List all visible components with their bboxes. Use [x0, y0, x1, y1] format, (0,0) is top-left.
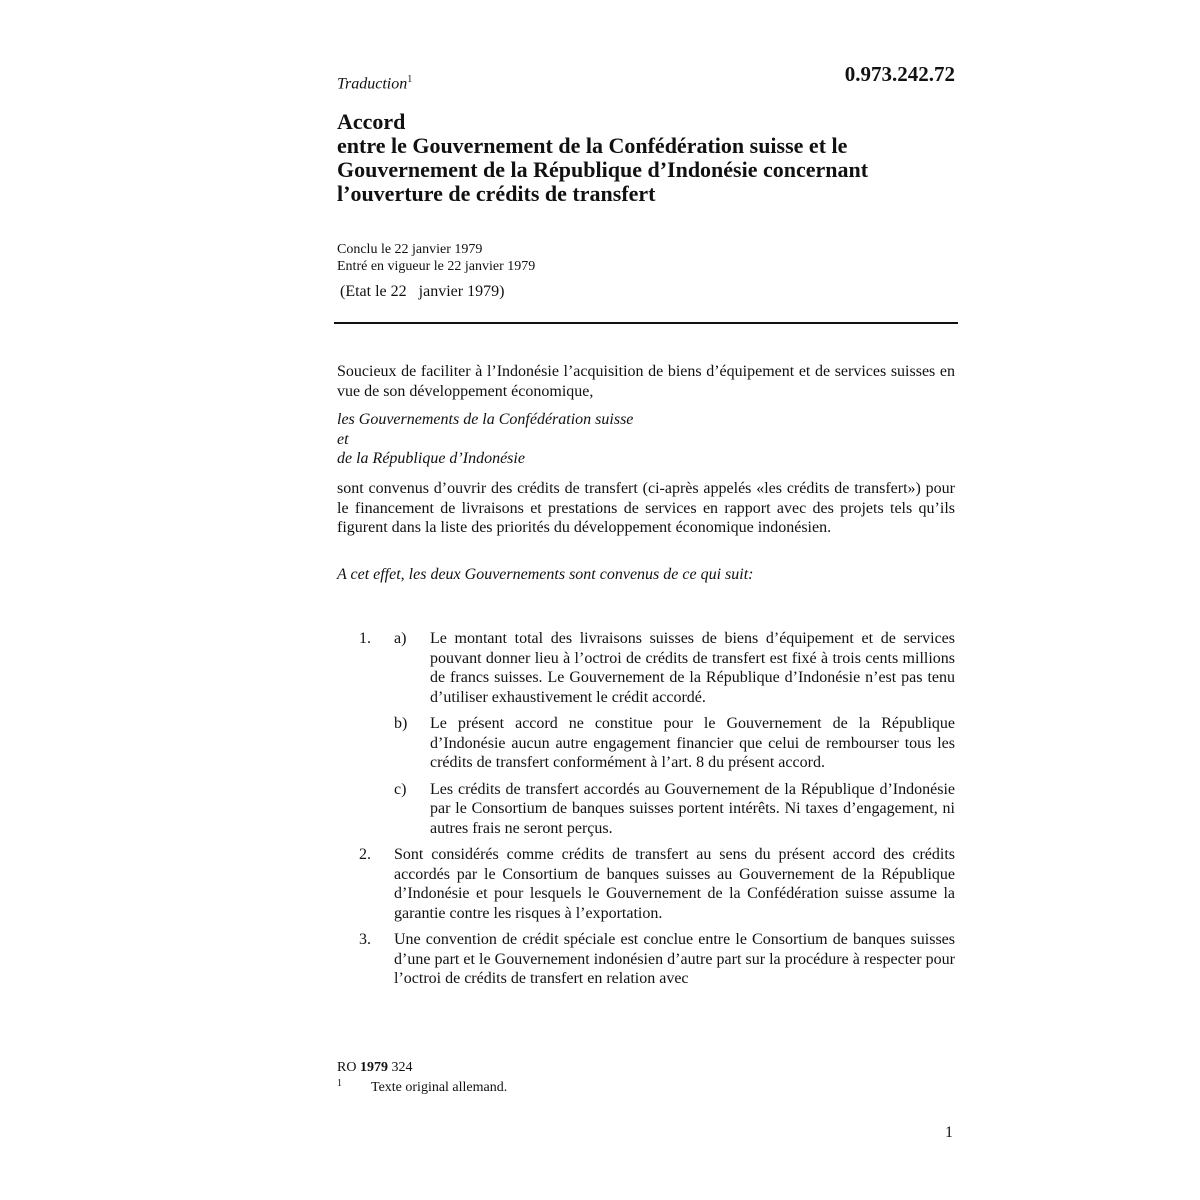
title-line: l’ouverture de crédits de transfert	[337, 181, 656, 206]
subclause-text: Les crédits de transfert accordés au Gouvernement de la République d’Indonésie par le Consortium de banques suisses portent intérêts. Ni taxes d’engagement, ni autres frais ne seront perçus.	[430, 780, 955, 837]
preamble-parties	[337, 410, 633, 469]
preamble-conclusion: A cet effet, les deux Gouvernements sont convenus de ce qui suit:	[337, 566, 754, 583]
traduction-label	[337, 74, 412, 93]
document-page	[337, 0, 958, 1200]
subclause-letter: b)	[394, 715, 408, 732]
preamble-paragraph: sont convenus d’ouvrir des crédits de transfert (ci-après appelés «les crédits de transfert») pour le financement de livraisons et prestations de services en rapport avec des projets tels qu’ils figurent dans la liste des priorités du développement économique indonésien.	[337, 480, 955, 536]
ro-page: 324	[387, 1060, 413, 1075]
page-number: 1	[945, 1124, 953, 1141]
clause-text: Sont considérés comme crédits de transfert au sens du présent accord des crédits accordés par le Consortium de banques suisses au Gouvernement de la République d’Indonésie et pour lesquels le Gouvernement de la Confédération suisse assume la garantie contre les risques à l’exportation.	[394, 846, 955, 922]
ro-prefix: RO	[337, 1060, 360, 1075]
party-line: et	[337, 430, 349, 448]
conclu-date: Conclu le 22 janvier 1979	[337, 242, 483, 257]
party-line: de la République d’Indonésie	[337, 450, 525, 467]
footnote-ref[interactable]: 1	[407, 74, 413, 85]
subclause-a	[337, 629, 958, 707]
entry-into-force-date: Entré en vigueur le 22 janvier 1979	[337, 259, 536, 274]
preamble-paragraph: Soucieux de faciliter à l’Indonésie l’acquisition de biens d’équipement et de services suisses en vue de son développement économique,	[337, 363, 955, 400]
document-meta	[337, 241, 535, 275]
title-line: Accord	[337, 109, 406, 134]
party-line: les Gouvernements de la Confédération suisse	[337, 411, 634, 428]
ro-year: 1979	[359, 1060, 388, 1075]
subclause-b	[337, 714, 958, 773]
clause-2	[337, 845, 958, 923]
subclause-letter: a)	[394, 630, 407, 647]
status-date: (Etat le 22 janvier 1979)	[340, 283, 505, 300]
traduction-text: Traduction	[337, 75, 408, 93]
footnote-number: 1	[337, 1078, 342, 1089]
clause-list	[337, 629, 958, 996]
clause-number: 3.	[359, 931, 371, 948]
document-title	[337, 110, 958, 206]
ro-reference	[337, 1060, 412, 1076]
footnote-text: Texte original allemand.	[371, 1080, 508, 1095]
subclause-text: Le montant total des livraisons suisses de biens d’équipement et de services pouvant donner lieu à l’octroi de crédits de transfert est fixé à trois cents millions de francs suisses. Le Gouvernement de la République d’Indonésie n’est pas tenu d’utiliser exhaustivement le crédit accordé.	[430, 630, 955, 706]
clause-number: 1.	[359, 630, 371, 647]
header-divider	[334, 322, 958, 324]
title-line: entre le Gouvernement de la Confédération suisse et le	[337, 133, 848, 158]
title-line: Gouvernement de la République d’Indonésie concernant	[337, 157, 869, 182]
subclause-text: Le présent accord ne constitue pour le Gouvernement de la République d’Indonésie aucun autre engagement financier que celui de rembourser tous les crédits de transfert conformément à l’art. 8 du présent accord.	[430, 715, 955, 771]
clause-text: Une convention de crédit spéciale est conclue entre le Consortium de banques suisses d’une part et le Gouvernement indonésien d’autre part sur la procédure à respecter pour l’octroi de crédits de transfert en relation avec	[394, 931, 955, 987]
subclause-c	[337, 780, 958, 839]
document-header	[337, 60, 958, 100]
document-number: 0.973.242.72	[844, 62, 955, 86]
clause-1	[337, 629, 958, 838]
subclause-letter: c)	[394, 780, 407, 798]
clause-number: 2.	[359, 846, 371, 863]
clause-3	[337, 930, 958, 989]
